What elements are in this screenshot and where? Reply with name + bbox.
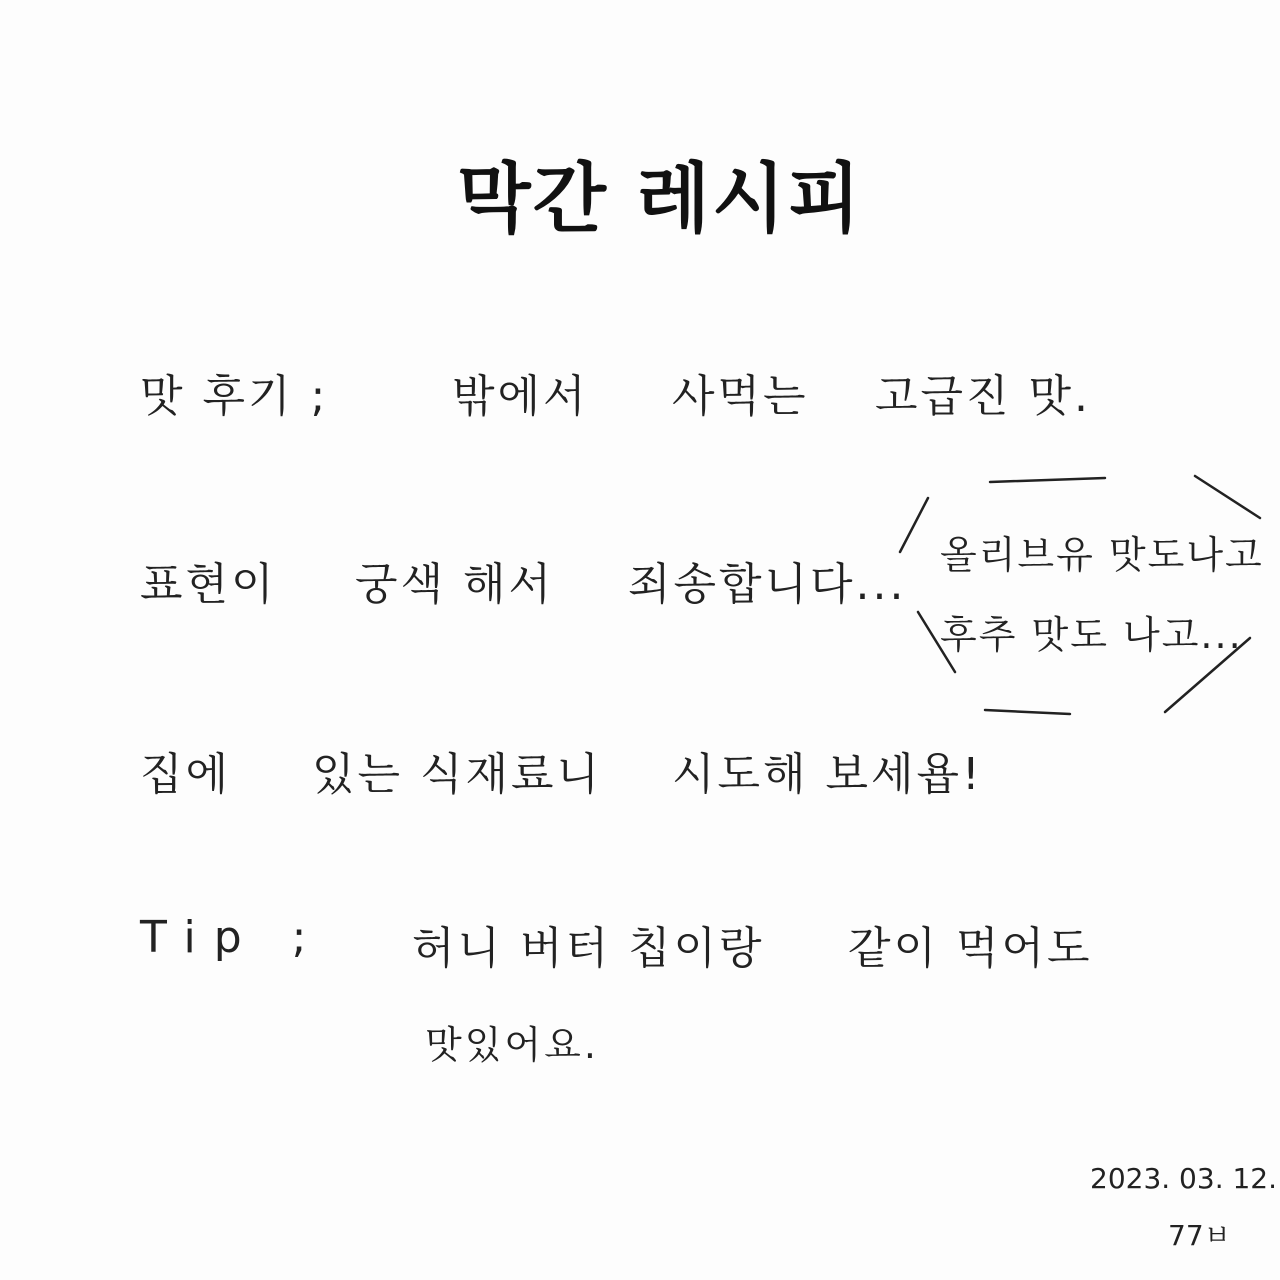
date-text: 2023. 03. 12.: [1090, 1162, 1278, 1195]
apology-text-3: 죄송합니다...: [628, 559, 907, 610]
try-text-2: 있는 식재료니: [312, 749, 603, 800]
apology-text-2: 궁색 해서: [355, 559, 555, 610]
try-text-1: 집에: [140, 749, 232, 800]
page-title: 막간 레시피: [457, 154, 863, 243]
review-text-1: 밖에서: [452, 371, 589, 422]
tip-label: Tip ;: [140, 912, 325, 963]
review-text-3: 고급진 맛.: [875, 371, 1091, 422]
bubble-line-1: 올리브유 맛도나고: [940, 533, 1264, 577]
tip-text-1: 허니 버터 칩이랑: [412, 923, 765, 974]
speech-bubble-outline: [880, 460, 1270, 730]
review-text-2: 사먹는: [672, 371, 809, 422]
tip-text-2: 같이 먹어도: [848, 923, 1093, 974]
apology-text-1: 표현이: [140, 559, 277, 610]
try-text-3: 시도해 보세욥!: [672, 749, 983, 800]
bubble-line-2: 후추 맛도 나고...: [940, 613, 1243, 657]
tip-text-3: 맛있어요.: [425, 1023, 599, 1067]
review-label: 맛 후기 ;: [140, 371, 329, 422]
signature-text: 77ㅂ: [1168, 1219, 1231, 1252]
